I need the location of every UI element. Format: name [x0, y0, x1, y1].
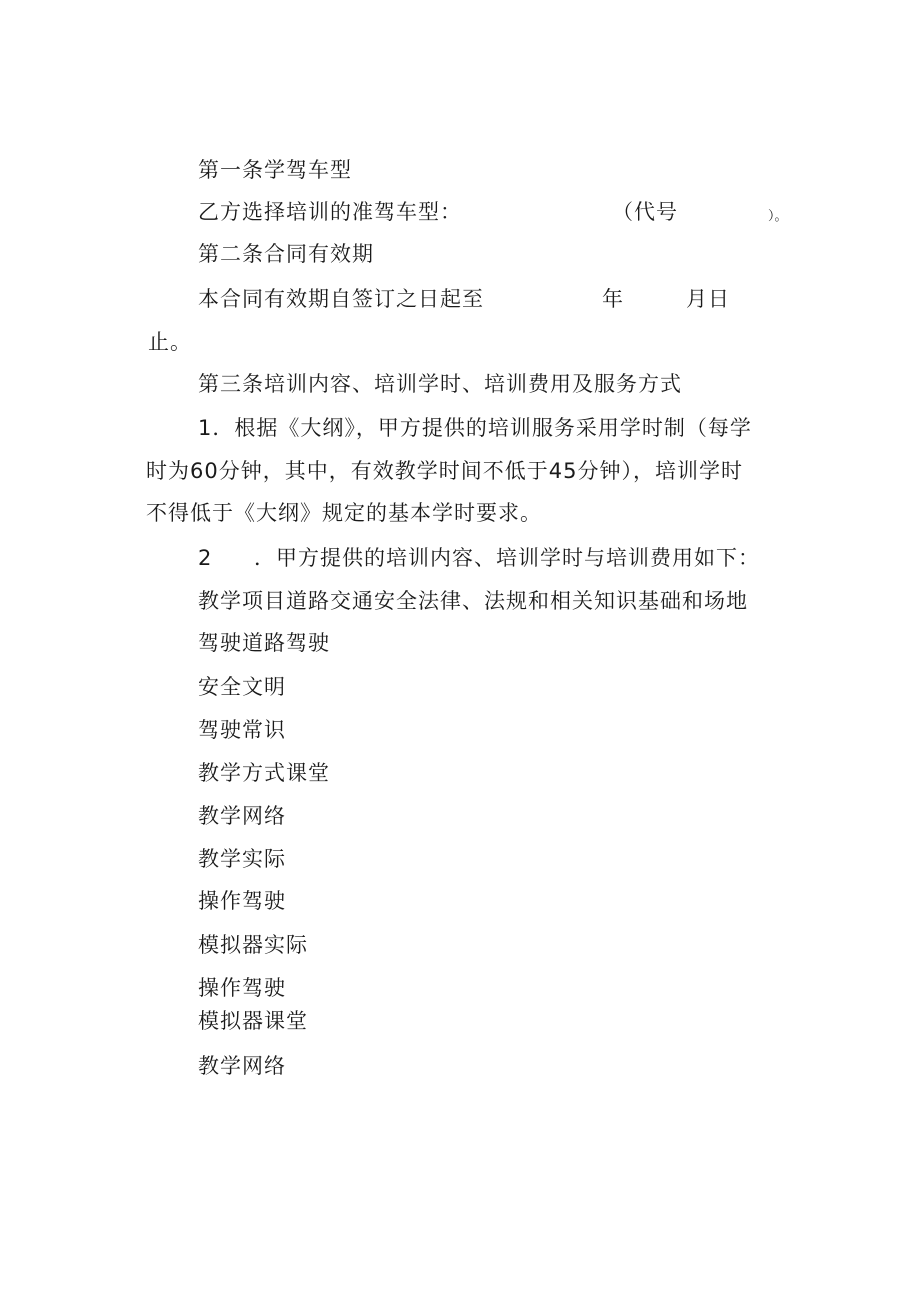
- table-line: 驾驶道路驾驶: [198, 631, 330, 655]
- article3-item2-text: ．甲方提供的培训内容、培训学时与培训费用如下：: [254, 546, 760, 570]
- table-line: 模拟器课堂: [198, 1009, 308, 1033]
- article3-heading: 第三条培训内容、培训学时、培训费用及服务方式: [198, 372, 682, 396]
- table-line: 安全文明: [198, 675, 286, 699]
- article1-code-open: （代号: [612, 200, 678, 224]
- article2-validity-text: 本合同有效期自签订之日起至: [198, 287, 484, 311]
- table-line: 教学实际: [198, 847, 286, 871]
- table-line: 教学网络: [198, 1054, 286, 1078]
- table-line: 操作驾驶: [198, 889, 286, 913]
- article3-item2-number: 2: [198, 546, 213, 570]
- table-line: 教学网络: [198, 804, 286, 828]
- article2-year: 年: [602, 287, 624, 311]
- article3-item1-line1: 1．根据《大纲》，甲方提供的培训服务采用学时制（每学: [198, 416, 752, 440]
- article1-vehicle-type-label: 乙方选择培训的准驾车型：: [198, 200, 462, 224]
- table-line: 教学项目道路交通安全法律、法规和相关知识基础和场地: [198, 589, 748, 613]
- article1-code-close: ）。: [768, 209, 788, 224]
- table-line: 模拟器实际: [198, 933, 308, 957]
- article1-heading: 第一条学驾车型: [198, 158, 352, 182]
- article3-item1-line3: 不得低于《大纲》规定的基本学时要求。: [146, 501, 542, 525]
- table-line: 操作驾驶: [198, 976, 286, 1000]
- article2-validity-end: 止。: [148, 330, 192, 354]
- article3-item1-line2: 时为60分钟，其中，有效教学时间不低于45分钟），培训学时: [146, 459, 743, 483]
- table-line: 教学方式课堂: [198, 761, 330, 785]
- article2-heading: 第二条合同有效期: [198, 242, 374, 266]
- table-line: 驾驶常识: [198, 718, 286, 742]
- article2-month-day: 月日: [686, 287, 730, 311]
